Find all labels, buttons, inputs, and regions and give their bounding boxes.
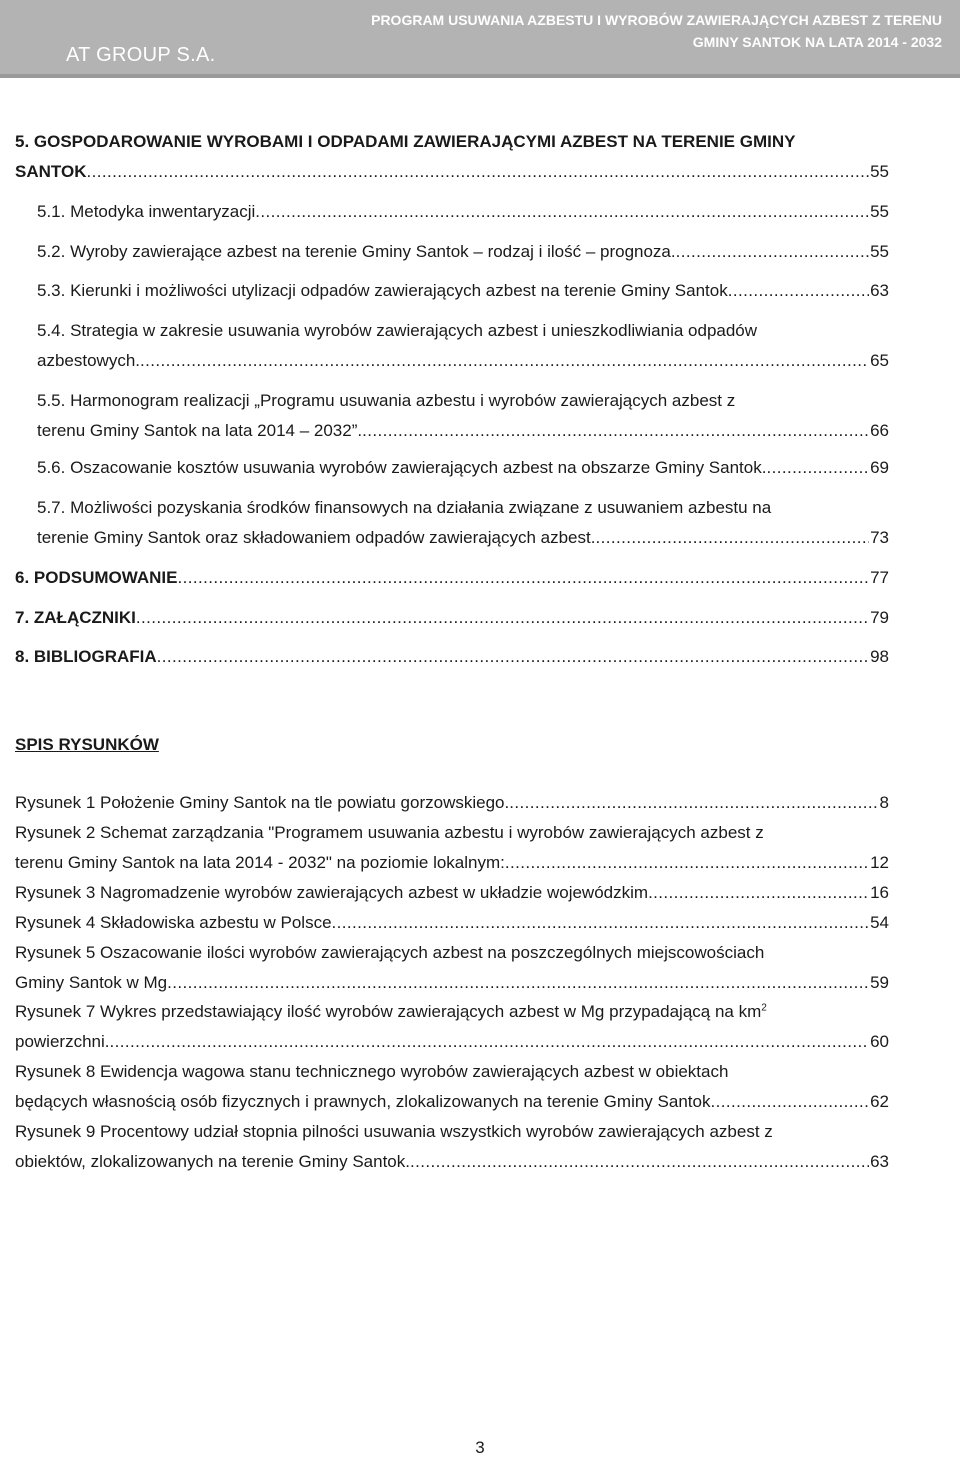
toc-page-number: 98 — [870, 647, 889, 666]
toc-page-number: 77 — [870, 568, 889, 587]
toc-leader — [766, 453, 869, 483]
toc-leader — [136, 603, 869, 633]
figure-entry-2-title[interactable]: Rysunek 2 Schemat zarządzania "Programem usuwania azbestu i wyrobów zawierających azbest z — [15, 823, 764, 842]
toc-leader — [157, 642, 869, 672]
figure-page-number: 60 — [870, 1032, 889, 1051]
toc-page-number: 65 — [870, 351, 889, 370]
figure-page-number: 16 — [870, 883, 889, 902]
figure-entry-text: terenu Gminy Santok na lata 2014 - 2032" na poziomie lokalnym: — [15, 853, 505, 872]
figure-entry-7-title[interactable] — [15, 997, 767, 1027]
figure-entry-9[interactable] — [15, 1147, 889, 1177]
toc-leader — [728, 276, 869, 306]
toc-entry-text: 5.6. Oszacowanie kosztów usuwania wyrobów zawierających azbest na obszarze Gminy Santok. — [37, 458, 767, 477]
toc-page-number: 55 — [870, 162, 889, 181]
toc-section-5-7[interactable] — [37, 523, 889, 553]
toc-leader — [177, 563, 869, 593]
toc-leader — [255, 197, 869, 227]
figure-entry-text: będących własnością osób fizycznych i prawnych, zlokalizowanych na terenie Gminy Santok — [15, 1092, 711, 1111]
toc-leader — [167, 968, 869, 998]
toc-page-number: 66 — [870, 421, 889, 440]
toc-leader — [140, 346, 869, 376]
toc-section-5-1[interactable] — [37, 197, 889, 227]
figure-page-number: 8 — [879, 793, 889, 812]
toc-chapter-6[interactable] — [15, 563, 889, 593]
program-title-line1: PROGRAM USUWANIA AZBESTU I WYROBÓW ZAWIERAJĄCYCH AZBEST Z TERENU — [371, 12, 942, 28]
figure-entry-2[interactable] — [15, 848, 889, 878]
toc-entry-text: terenu Gminy Santok na lata 2014 – 2032”. — [37, 421, 363, 440]
toc-leader — [710, 1087, 869, 1117]
toc-section-5-3[interactable] — [37, 276, 889, 306]
figure-entry-text: obiektów, zlokalizowanych na terenie Gminy Santok. — [15, 1152, 410, 1171]
toc-entry-text: 5.3. Kierunki i możliwości utylizacji odpadów zawierających azbest na terenie Gminy Santok — [37, 281, 728, 300]
page-header — [0, 0, 960, 78]
figure-entry-text: Rysunek 3 Nagromadzenie wyrobów zawierających azbest w układzie wojewódzkim — [15, 883, 649, 902]
figure-entry-text: Rysunek 7 Wykres przedstawiający ilość wyrobów zawierających azbest w Mg przypadającą na km — [15, 1002, 762, 1021]
toc-entry-text: 8. BIBLIOGRAFIA — [15, 647, 157, 666]
figure-entry-text: Gminy Santok w Mg — [15, 973, 168, 992]
toc-section-5-4-title[interactable]: 5.4. Strategia w zakresie usuwania wyrobów zawierających azbest i unieszkodliwiania odpadów — [37, 321, 758, 340]
figures-list-title: SPIS RYSUNKÓW — [15, 735, 159, 754]
figure-page-number: 63 — [870, 1152, 889, 1171]
program-title-line2: GMINY SANTOK NA LATA 2014 - 2032 — [692, 34, 942, 50]
toc-leader — [410, 1147, 869, 1177]
toc-leader — [332, 908, 870, 938]
toc-section-5-4[interactable] — [37, 346, 889, 376]
toc-page-number: 79 — [870, 608, 889, 627]
toc-section-5-6[interactable] — [37, 453, 889, 483]
figure-entry-8[interactable] — [15, 1087, 889, 1117]
figure-entry-text: Rysunek 1 Położenie Gminy Santok na tle powiatu gorzowskiego. — [15, 793, 510, 812]
toc-section-5-5[interactable] — [37, 416, 889, 446]
figure-page-number: 12 — [870, 853, 889, 872]
figure-entry-text: Rysunek 4 Składowiska azbestu w Polsce — [15, 913, 332, 932]
figure-page-number: 59 — [870, 973, 889, 992]
toc-chapter-5-title[interactable]: 5. GOSPODAROWANIE WYROBAMI I ODPADAMI ZAWIERAJĄCYMI AZBEST NA TERENIE GMINY — [15, 132, 796, 151]
toc-leader — [110, 1027, 870, 1057]
page-number: 3 — [475, 1438, 485, 1457]
toc-leader — [648, 878, 869, 908]
toc-section-5-5-title[interactable]: 5.5. Harmonogram realizacji „Programu usuwania azbestu i wyrobów zawierających azbest z — [37, 391, 736, 410]
program-title — [371, 9, 942, 53]
toc-page-number: 63 — [870, 281, 889, 300]
toc-section-5-7-title[interactable]: 5.7. Możliwości pozyskania środków finansowych na działania związane z usuwaniem azbestu na — [37, 498, 772, 517]
toc-chapter-8[interactable] — [15, 642, 889, 672]
toc-page-number: 69 — [870, 458, 889, 477]
figure-entry-9-title[interactable]: Rysunek 9 Procentowy udział stopnia pilności usuwania wszystkich wyrobów zawierających azbest z — [15, 1122, 773, 1141]
toc-entry-text: 5.2. Wyroby zawierające azbest na terenie Gminy Santok – rodzaj i ilość – prognoza. — [37, 242, 676, 261]
toc-entry-text: 5.1. Metodyka inwentaryzacji — [37, 202, 256, 221]
toc-entry-text: 6. PODSUMOWANIE — [15, 568, 178, 587]
superscript: 2 — [761, 1002, 767, 1014]
toc-chapter-5[interactable] — [15, 157, 889, 187]
toc-entry-text: terenie Gminy Santok oraz składowaniem odpadów zawierających azbest. — [37, 528, 596, 547]
toc-leader — [595, 523, 869, 553]
toc-leader — [505, 848, 869, 878]
figure-entry-5[interactable] — [15, 968, 889, 998]
toc-leader — [676, 237, 869, 267]
figure-entry-text: powierzchni. — [15, 1032, 110, 1051]
toc-page-number: 55 — [870, 202, 889, 221]
figure-page-number: 54 — [870, 913, 889, 932]
figure-entry-5-title[interactable]: Rysunek 5 Oszacowanie ilości wyrobów zawierających azbest na poszczególnych miejscowościach — [15, 943, 765, 962]
company-name: AT GROUP S.A. — [66, 44, 216, 66]
toc-chapter-7[interactable] — [15, 603, 889, 633]
figure-entry-8-title[interactable]: Rysunek 8 Ewidencja wagowa stanu technicznego wyrobów zawierających azbest w obiektach — [15, 1062, 729, 1081]
toc-leader — [509, 788, 878, 818]
figure-page-number: 62 — [870, 1092, 889, 1111]
figure-entry-7[interactable] — [15, 1027, 889, 1057]
toc-page-number: 73 — [870, 528, 889, 547]
figure-entry-3[interactable] — [15, 878, 889, 908]
toc-leader — [86, 157, 869, 187]
toc-section-5-2[interactable] — [37, 237, 889, 267]
figure-entry-4[interactable] — [15, 908, 889, 938]
toc-entry-text: 7. ZAŁĄCZNIKI — [15, 608, 136, 627]
figure-entry-1[interactable] — [15, 788, 889, 818]
toc-entry-text: azbestowych. — [37, 351, 140, 370]
toc-page-number: 55 — [870, 242, 889, 261]
toc-entry-text: SANTOK — [15, 162, 87, 181]
toc-leader — [362, 416, 869, 446]
